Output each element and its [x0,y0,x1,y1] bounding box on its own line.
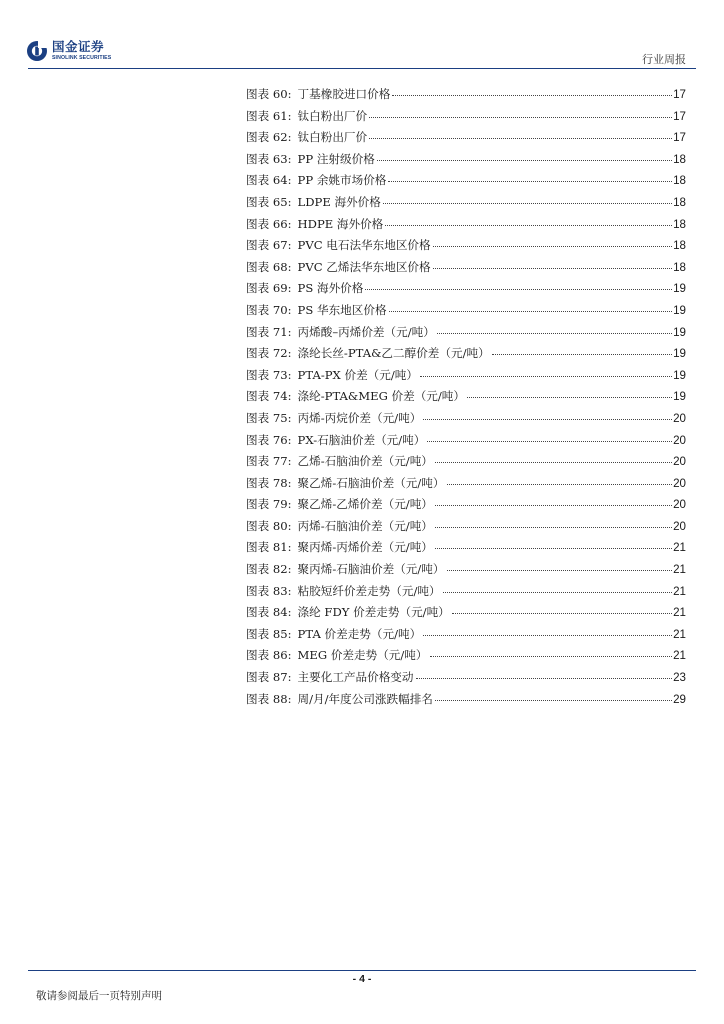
toc-page-number: 17 [673,131,686,145]
toc-leader-dots [427,441,672,442]
toc-figure-number: 图表 76: [246,432,292,447]
toc-figure-title: 丁基橡胶进口价格 [297,87,391,101]
toc-entry[interactable] [246,302,686,324]
toc-leader-dots [447,570,673,571]
logo-english-name: SINOLINK SECURITIES [52,54,112,61]
table-of-figures [246,86,686,712]
page-number: - 4 - [352,973,372,985]
company-logo [26,40,111,62]
toc-entry[interactable] [246,151,686,173]
toc-entry[interactable] [246,345,686,367]
toc-figure-title: 钛白粉出厂价 [297,130,368,145]
toc-figure-number: 图表 70: [246,302,292,317]
toc-entry[interactable] [246,388,686,410]
toc-leader-dots [435,548,672,549]
toc-page-number: 20 [673,433,686,447]
toc-leader-dots [369,117,672,118]
toc-figure-title: 周/月/年度公司涨跌幅排名 [297,691,433,706]
toc-figure-number: 图表 60: [246,87,292,101]
toc-figure-number: 图表 78: [246,475,292,490]
toc-page-number: 21 [673,541,686,555]
toc-page-number: 19 [673,303,686,317]
toc-figure-title: 聚丙烯-丙烯价差（元/吨） [297,540,433,555]
toc-page-number: 21 [673,563,686,577]
toc-entry[interactable] [246,194,686,216]
toc-figure-title: HDPE 海外价格 [297,216,384,231]
toc-figure-title: 丙烯-丙烷价差（元/吨） [297,410,422,425]
header-divider [28,68,696,69]
toc-page-number: 18 [673,195,686,209]
toc-entry[interactable] [246,691,686,713]
toc-entry[interactable] [246,237,686,259]
sinolink-logo-icon [26,40,48,62]
disclaimer-text: 敬请参阅最后一页特别声明 [36,990,162,1002]
toc-leader-dots [433,268,672,269]
toc-figure-number: 图表 77: [246,454,292,469]
toc-page-number: 17 [673,88,686,101]
toc-figure-number: 图表 63: [246,151,292,166]
toc-page-number: 19 [673,390,686,404]
toc-page-number: 17 [673,109,686,123]
toc-figure-number: 图表 67: [246,238,292,253]
toc-leader-dots [392,95,672,96]
toc-entry[interactable] [246,280,686,302]
toc-figure-number: 图表 79: [246,497,292,512]
toc-entry[interactable] [246,453,686,475]
toc-figure-number: 图表 72: [246,346,292,361]
toc-entry[interactable] [246,367,686,389]
toc-figure-number: 图表 84: [246,605,292,620]
toc-page-number: 21 [673,606,686,620]
toc-leader-dots [369,138,672,139]
toc-entry[interactable] [246,626,686,648]
toc-figure-title: PS 海外价格 [297,281,364,296]
toc-figure-number: 图表 88: [246,691,292,706]
toc-page-number: 18 [673,152,686,166]
toc-entry[interactable] [246,496,686,518]
toc-page-number: 29 [673,692,686,706]
toc-leader-dots [437,333,672,334]
toc-page-number: 21 [673,649,686,663]
toc-leader-dots [383,203,672,204]
toc-page-number: 21 [673,584,686,598]
toc-figure-title: PP 余姚市场价格 [297,173,387,188]
toc-entry[interactable] [246,539,686,561]
toc-leader-dots [435,700,672,701]
toc-leader-dots [423,419,672,420]
toc-page-number: 19 [673,325,686,339]
toc-figure-title: MEG 价差走势（元/吨） [297,648,428,663]
toc-leader-dots [467,397,672,398]
toc-entry[interactable] [246,86,686,108]
toc-figure-number: 图表 86: [246,648,292,663]
toc-page-number: 18 [673,217,686,231]
toc-figure-number: 图表 61: [246,108,292,123]
toc-page-number: 20 [673,519,686,533]
toc-figure-title: 钛白粉出厂价 [297,108,368,123]
toc-leader-dots [435,527,672,528]
toc-figure-title: 丙烯酸–丙烯价差（元/吨） [297,324,435,339]
toc-figure-title: PX-石脑油价差（元/吨） [297,432,426,447]
toc-figure-title: PTA 价差走势（元/吨） [297,626,422,641]
toc-figure-number: 图表 82: [246,562,292,577]
toc-leader-dots [365,289,672,290]
toc-figure-title: 主要化工产品价格变动 [297,670,414,685]
toc-page-number: 18 [673,174,686,188]
toc-entry[interactable] [246,172,686,194]
toc-figure-number: 图表 66: [246,216,292,231]
toc-entry[interactable] [246,432,686,454]
toc-leader-dots [492,354,672,355]
toc-figure-title: 涤纶长丝-PTA&乙二醇价差（元/吨） [297,346,490,361]
toc-entry[interactable] [246,410,686,432]
toc-figure-title: PS 华东地区价格 [297,302,387,317]
toc-figure-title: PTA-PX 价差（元/吨） [297,367,418,382]
toc-figure-number: 图表 80: [246,518,292,533]
toc-leader-dots [416,678,673,679]
toc-leader-dots [420,376,672,377]
toc-leader-dots [385,225,672,226]
toc-entry[interactable] [246,518,686,540]
toc-figure-title: 乙烯-石脑油价差（元/吨） [297,454,433,469]
toc-leader-dots [389,311,673,312]
toc-figure-number: 图表 65: [246,194,292,209]
toc-figure-title: 聚乙烯-乙烯价差（元/吨） [297,497,433,512]
toc-page-number: 20 [673,411,686,425]
toc-leader-dots [435,505,672,506]
toc-entry[interactable] [246,583,686,605]
toc-figure-number: 图表 68: [246,259,292,274]
toc-figure-number: 图表 83: [246,583,292,598]
toc-figure-number: 图表 74: [246,389,292,404]
toc-figure-number: 图表 64: [246,173,292,188]
toc-figure-number: 图表 71: [246,324,292,339]
toc-page-number: 18 [673,239,686,253]
toc-leader-dots [430,656,673,657]
toc-page-number: 20 [673,476,686,490]
toc-figure-number: 图表 85: [246,626,292,641]
toc-page-number: 19 [673,347,686,361]
toc-figure-title: PP 注射级价格 [297,151,375,166]
toc-figure-title: 粘胶短纤价差走势（元/吨） [297,583,441,598]
toc-entry[interactable] [246,669,686,691]
toc-figure-title: 涤纶 FDY 价差走势（元/吨） [297,605,450,620]
toc-figure-title: 涤纶-PTA&MEG 价差（元/吨） [297,389,465,404]
toc-entry[interactable] [246,216,686,238]
page-header [0,0,724,70]
toc-page-number: 19 [673,282,686,296]
toc-entry[interactable] [246,129,686,151]
toc-page-number: 21 [673,627,686,641]
toc-entry[interactable] [246,561,686,583]
footer-divider [28,970,696,971]
report-type: 行业周报 [642,53,686,66]
toc-figure-title: 丙烯-石脑油价差（元/吨） [297,518,433,533]
toc-page-number: 18 [673,260,686,274]
logo-chinese-name: 国金证券 [52,39,105,55]
toc-page-number: 20 [673,498,686,512]
toc-entry[interactable] [246,324,686,346]
toc-page-number: 23 [673,671,686,685]
toc-figure-title: LDPE 海外价格 [297,194,381,209]
toc-page-number: 19 [673,368,686,382]
toc-leader-dots [388,181,672,182]
toc-entry[interactable] [246,647,686,669]
toc-figure-title: PVC 乙烯法华东地区价格 [297,259,431,274]
toc-leader-dots [452,613,672,614]
toc-figure-number: 图表 62: [246,130,292,145]
toc-leader-dots [435,462,672,463]
toc-page-number: 20 [673,455,686,469]
toc-figure-title: PVC 电石法华东地区价格 [297,238,431,253]
toc-entry[interactable] [246,108,686,130]
toc-leader-dots [377,160,672,161]
toc-leader-dots [443,592,673,593]
toc-figure-title: 聚乙烯-石脑油价差（元/吨） [297,475,445,490]
toc-leader-dots [447,484,673,485]
toc-figure-number: 图表 87: [246,670,292,685]
toc-leader-dots [423,635,672,636]
toc-figure-title: 聚丙烯-石脑油价差（元/吨） [297,562,445,577]
toc-entry[interactable] [246,259,686,281]
toc-figure-number: 图表 81: [246,540,292,555]
toc-entry[interactable] [246,475,686,497]
toc-figure-number: 图表 75: [246,410,292,425]
toc-figure-number: 图表 69: [246,281,292,296]
toc-figure-number: 图表 73: [246,367,292,382]
toc-entry[interactable] [246,604,686,626]
toc-leader-dots [433,246,672,247]
